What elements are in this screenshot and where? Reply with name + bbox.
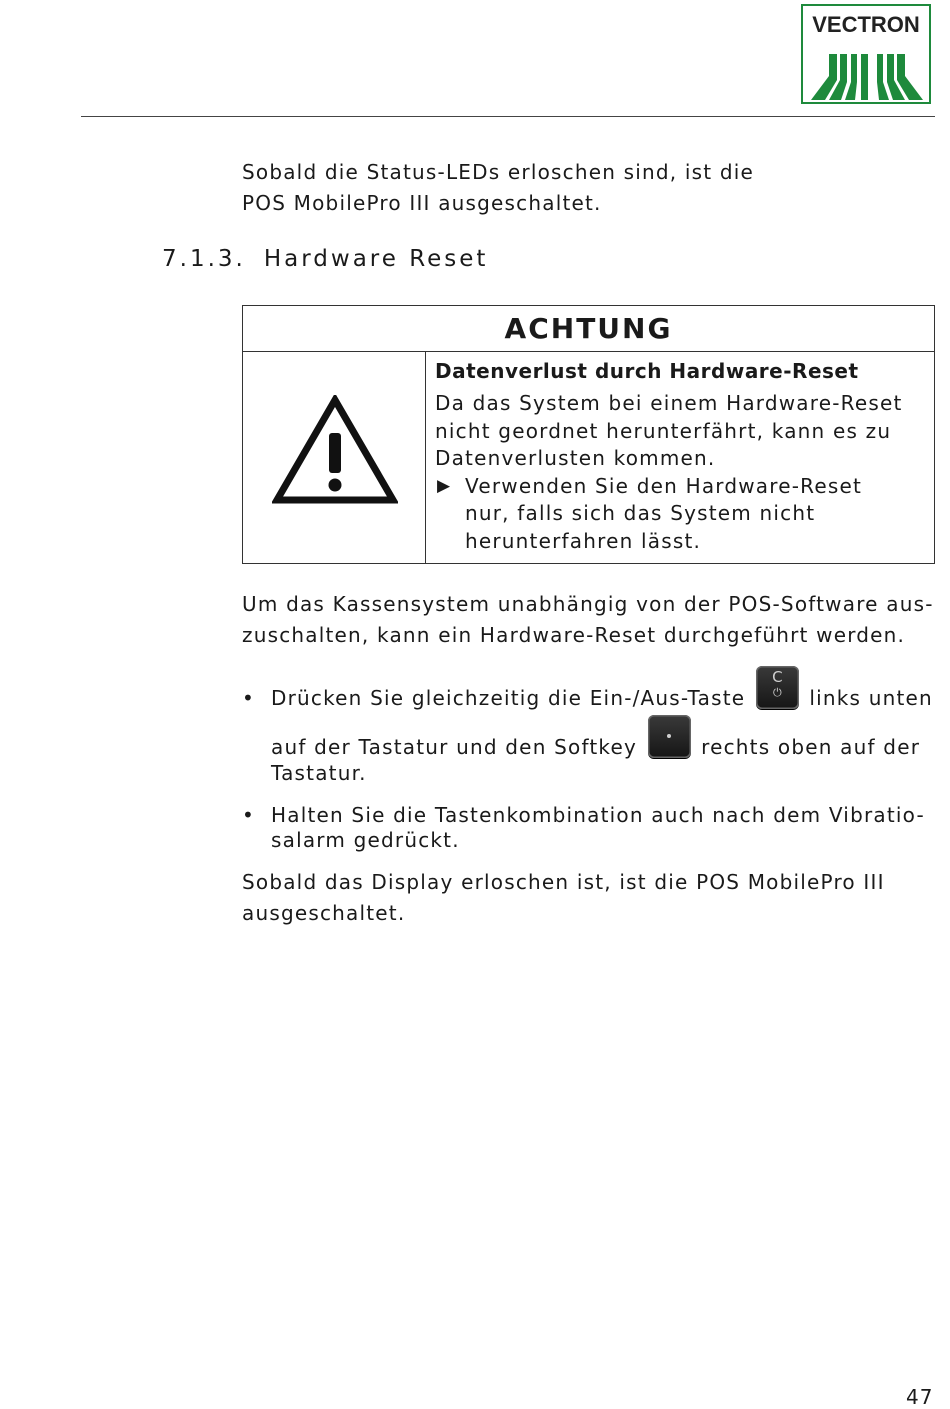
warning-action-line-3: herunterfahren lässt. bbox=[465, 528, 702, 553]
warning-text-line-1: Da das System bei einem Hardware-Reset bbox=[435, 391, 903, 415]
intro-line-1: Sobald die Status-LEDs erloschen sind, ist die bbox=[242, 160, 755, 184]
section-title: Hardware Reset bbox=[263, 246, 489, 272]
bullet-1-part-1: Drücken Sie gleichzeitig die Ein-/Aus-Taste bbox=[271, 686, 746, 710]
warning-triangle-icon bbox=[272, 395, 398, 505]
body-paragraph-2-line-1: Sobald das Display erloschen ist, ist die POS MobilePro III bbox=[242, 870, 885, 894]
warning-title: ACHTUNG bbox=[243, 306, 934, 352]
page-number: 47 bbox=[906, 1385, 934, 1409]
section-heading bbox=[162, 246, 488, 272]
bullet-2-line-1: Halten Sie die Tastenkombination auch nach dem Vibratio- bbox=[271, 803, 925, 827]
body-paragraph-1-line-2: zuschalten, kann ein Hardware-Reset durchgeführt werden. bbox=[242, 623, 906, 647]
bullet-marker: • bbox=[242, 803, 255, 827]
body-paragraph-1 bbox=[242, 589, 934, 651]
section-number: 7.1.3. bbox=[162, 246, 246, 272]
softkey-dot bbox=[667, 734, 671, 738]
bullet-1-part-2: links unten bbox=[809, 686, 933, 710]
warning-content bbox=[435, 358, 924, 555]
body-paragraph-2 bbox=[242, 867, 885, 929]
action-arrow-icon: ▶ bbox=[437, 475, 452, 496]
bullet-2-line-2: salarm gedrückt. bbox=[271, 828, 460, 852]
power-key-label: C bbox=[772, 668, 783, 686]
bullet-item-1 bbox=[242, 668, 933, 786]
bullet-1-line-1 bbox=[271, 668, 933, 710]
warning-action-line-1: Verwenden Sie den Hardware-Reset bbox=[465, 473, 863, 498]
power-key-icon bbox=[756, 666, 799, 709]
warning-action-line-2: nur, falls sich das System nicht bbox=[465, 501, 816, 525]
bullet-marker: • bbox=[242, 686, 255, 710]
intro-paragraph bbox=[242, 157, 754, 219]
warning-text-line-2: nicht geordnet herunterfährt, kann es zu bbox=[435, 418, 892, 443]
header-divider bbox=[81, 116, 935, 117]
warning-subtitle: Datenverlust durch Hardware-Reset bbox=[435, 359, 859, 383]
bullet-1-line-2 bbox=[271, 735, 920, 759]
warning-icon-cell bbox=[243, 351, 426, 563]
body-paragraph-1-line-1: Um das Kassensystem unabhängig von der POS-Software aus- bbox=[242, 592, 934, 616]
intro-line-2: POS MobilePro III ausgeschaltet. bbox=[242, 191, 602, 215]
warning-text-line-3: Datenverlusten kommen. bbox=[435, 446, 716, 470]
body-paragraph-2-line-2: ausgeschaltet. bbox=[242, 901, 406, 925]
bullet-1-part-3: auf der Tastatur und den Softkey bbox=[271, 735, 637, 759]
logo-text: VECTRON bbox=[812, 12, 920, 37]
vectron-logo bbox=[801, 4, 931, 104]
bullet-1-part-4: rechts oben auf der bbox=[701, 735, 921, 759]
warning-box bbox=[242, 305, 935, 564]
logo-graphic-icon bbox=[811, 42, 923, 100]
bullet-1-line-3: Tastatur. bbox=[271, 761, 367, 785]
softkey-icon bbox=[648, 715, 691, 758]
warning-text bbox=[435, 390, 924, 473]
bullet-item-2 bbox=[242, 803, 932, 855]
warning-action bbox=[435, 473, 924, 556]
power-symbol-icon: ⏻ bbox=[772, 686, 782, 699]
